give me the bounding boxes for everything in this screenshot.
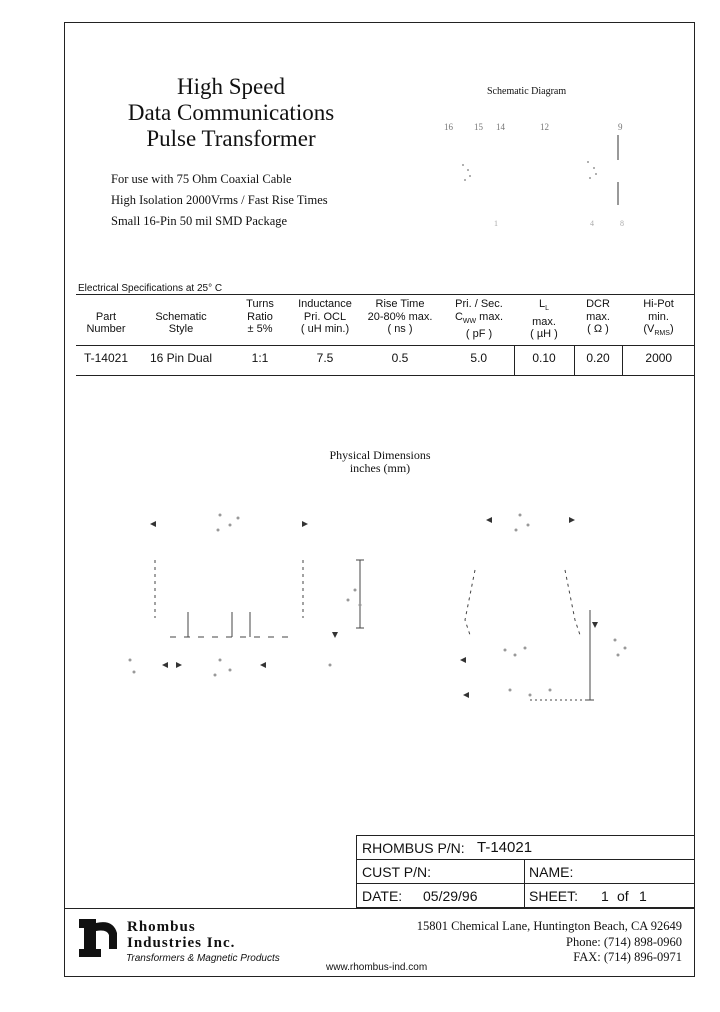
product-title xyxy=(96,74,366,152)
title-line-1: High Speed xyxy=(177,74,285,99)
date-value: 05/29/96 xyxy=(423,888,478,904)
title-block-row-cust xyxy=(356,859,695,883)
physical-label-line-2: inches (mm) xyxy=(349,461,411,475)
sheet-total: 1 xyxy=(639,888,647,904)
spec-data-row xyxy=(76,345,695,375)
top-view-outline xyxy=(155,560,364,637)
company-name-line-1: Rhombus xyxy=(127,919,196,935)
schematic-pin-15: 15 xyxy=(474,122,483,132)
footer-divider xyxy=(64,908,695,909)
company-tagline: Transformers & Magnetic Products xyxy=(126,953,280,964)
cell-hi-pot: 2000 xyxy=(622,345,695,375)
faint-dimension-marks xyxy=(129,514,627,697)
schematic-pin-14: 14 xyxy=(496,122,505,132)
company-website-link[interactable]: www.rhombus-ind.com xyxy=(326,962,428,973)
company-address: 15801 Chemical Lane, Huntington Beach, CA 92649 xyxy=(416,919,682,933)
cell-turns-ratio: 1:1 xyxy=(226,345,294,375)
company-name-line-2: Industries Inc. xyxy=(127,935,236,951)
company-name xyxy=(127,919,235,951)
header-turns-ratio: Turns Ratio ± 5% xyxy=(246,298,274,335)
feature-2: High Isolation 2000Vrms / Fast Rise Times xyxy=(111,193,328,207)
cell-inductance: 7.5 xyxy=(294,345,356,375)
cust-pn-label: CUST P/N: xyxy=(362,864,431,880)
rhombus-pn-value: T-14021 xyxy=(477,839,533,856)
header-rise-time: Rise Time 20-80% max. ( ns ) xyxy=(367,298,433,335)
side-view-outline xyxy=(465,570,594,700)
schematic-winding-dots xyxy=(462,161,597,181)
schematic-label: Schematic Diagram xyxy=(487,86,567,97)
physical-dimensions-label xyxy=(300,449,460,475)
header-part-number: Part Number xyxy=(86,310,126,335)
sheet-number: 1 xyxy=(601,888,609,904)
company-fax: FAX: (714) 896-0971 xyxy=(573,950,682,964)
header-dcr: DCR max. ( Ω ) xyxy=(586,298,610,335)
header-schematic-style: Schematic Style xyxy=(155,310,207,335)
cell-part-number: T-14021 xyxy=(76,345,136,375)
rhombus-logo-icon xyxy=(79,919,121,957)
schematic-pin-1: 1 xyxy=(494,219,498,228)
dimension-drawing xyxy=(120,500,640,720)
header-inductance: Inductance Pri. OCL ( uH min.) xyxy=(298,298,352,335)
dimension-arrows xyxy=(150,517,598,698)
rhombus-pn-label: RHOMBUS P/N: xyxy=(362,840,465,856)
company-phone: Phone: (714) 898-0960 xyxy=(566,935,682,949)
schematic-pin-16: 16 xyxy=(444,122,453,132)
schematic-pin-12: 12 xyxy=(540,122,549,132)
cell-rise-time: 0.5 xyxy=(356,345,444,375)
schematic-pin-9: 9 xyxy=(618,122,623,132)
sheet-of: of xyxy=(617,888,629,904)
name-label: NAME: xyxy=(529,864,574,880)
schematic-pin-8: 8 xyxy=(620,219,624,228)
feature-3: Small 16-Pin 50 mil SMD Package xyxy=(111,214,288,228)
header-capacitance: Pri. / Sec. $C_{WW}$ max. ( pF ) xyxy=(454,298,504,341)
sheet-label: SHEET: xyxy=(529,888,579,904)
date-label: DATE: xyxy=(362,888,403,904)
header-leakage-inductance: $L_L$ max. ( µH ) xyxy=(530,298,558,341)
schematic-diagram xyxy=(430,110,640,235)
cell-dcr: 0.20 xyxy=(574,345,622,375)
title-block-row-date xyxy=(356,883,695,908)
title-line-2: Data Communications xyxy=(127,100,335,125)
title-block-row-rhombus-pn xyxy=(356,835,695,859)
spec-table xyxy=(76,294,695,376)
cell-schematic-style: 16 Pin Dual xyxy=(136,345,226,375)
cell-capacitance: 5.0 xyxy=(444,345,514,375)
title-block-divider xyxy=(524,860,525,883)
spec-header-row xyxy=(76,295,695,345)
title-block-divider xyxy=(524,884,525,907)
header-hi-pot: Hi-Pot min. $(V_{RMS})$ xyxy=(643,298,674,338)
title-line-3: Pulse Transformer xyxy=(146,126,316,151)
physical-label-line-1: Physical Dimensions xyxy=(329,448,431,462)
cell-leakage-inductance: 0.10 xyxy=(514,345,574,375)
spec-caption: Electrical Specifications at 25° C xyxy=(78,283,223,294)
feature-1: For use with 75 Ohm Coaxial Cable xyxy=(111,172,292,186)
schematic-pin-4: 4 xyxy=(590,219,594,228)
